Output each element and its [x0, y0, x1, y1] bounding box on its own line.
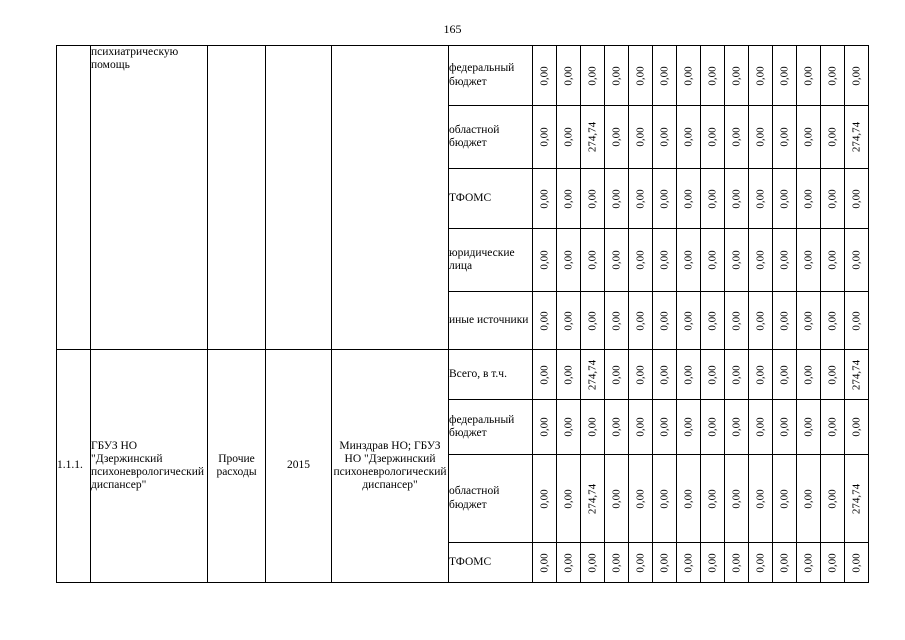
organization-name: психиатрическую помощь	[91, 46, 208, 350]
amount-value: 0,00	[754, 127, 767, 147]
amount-value: 0,00	[610, 310, 623, 331]
amount-value: 0,00	[706, 552, 719, 573]
amount-cell	[581, 400, 605, 455]
amount-value: 0,00	[634, 188, 647, 209]
amount-value: 0,00	[850, 417, 863, 437]
amount-cell	[749, 292, 773, 350]
amount-value: 0,00	[802, 552, 815, 573]
amount-cell	[653, 46, 677, 106]
amount-cell	[581, 229, 605, 292]
amount-value: 0,00	[682, 364, 695, 385]
amount-value: 0,00	[658, 188, 671, 209]
amount-value: 0,00	[586, 188, 599, 209]
amount-value: 0,00	[610, 364, 623, 385]
amount-cell	[749, 543, 773, 583]
amount-value: 0,00	[682, 250, 695, 270]
amount-cell	[725, 169, 749, 229]
executor: Минздрав НО; ГБУЗ НО "Дзержинский психоневрологический диспансер"	[332, 350, 449, 583]
amount-value: 0,00	[586, 250, 599, 270]
amount-cell	[821, 400, 845, 455]
amount-cell	[773, 455, 797, 543]
amount-value: 0,00	[730, 188, 743, 209]
amount-cell	[533, 292, 557, 350]
amount-cell	[533, 46, 557, 106]
amount-cell	[557, 169, 581, 229]
amount-cell	[677, 455, 701, 543]
funding-source-label: ТФОМС	[449, 543, 533, 583]
amount-value: 0,00	[562, 188, 575, 209]
executor	[332, 46, 449, 350]
amount-cell	[821, 292, 845, 350]
amount-cell	[701, 455, 725, 543]
amount-cell	[581, 455, 605, 543]
amount-cell	[701, 106, 725, 169]
amount-cell	[653, 106, 677, 169]
amount-value: 0,00	[538, 552, 551, 573]
amount-cell	[845, 292, 869, 350]
amount-cell	[845, 169, 869, 229]
amount-cell	[725, 46, 749, 106]
amount-cell	[701, 46, 725, 106]
amount-cell	[725, 292, 749, 350]
amount-value: 0,00	[538, 127, 551, 147]
amount-value: 0,00	[658, 417, 671, 437]
amount-cell	[533, 169, 557, 229]
table-row	[57, 350, 869, 400]
amount-cell	[845, 350, 869, 400]
amount-value: 0,00	[826, 552, 839, 573]
amount-value: 0,00	[802, 488, 815, 509]
amount-cell	[725, 106, 749, 169]
amount-value: 0,00	[754, 250, 767, 270]
amount-value: 0,00	[634, 417, 647, 437]
amount-value: 274,74	[586, 121, 599, 153]
amount-cell	[677, 46, 701, 106]
organization-name: ГБУЗ НО "Дзержинский психоневрологический диспансер"	[91, 350, 208, 583]
amount-cell	[701, 292, 725, 350]
amount-cell	[629, 46, 653, 106]
amount-cell	[701, 350, 725, 400]
amount-cell	[557, 543, 581, 583]
amount-value: 0,00	[682, 188, 695, 209]
amount-cell	[677, 292, 701, 350]
amount-value: 274,74	[850, 121, 863, 153]
amount-value: 0,00	[730, 364, 743, 385]
amount-cell	[845, 229, 869, 292]
amount-cell	[653, 543, 677, 583]
amount-cell	[725, 229, 749, 292]
amount-cell	[629, 455, 653, 543]
amount-cell	[605, 543, 629, 583]
amount-cell	[749, 46, 773, 106]
amount-cell	[749, 169, 773, 229]
funding-source-label: иные источники	[449, 292, 533, 350]
amount-cell	[653, 400, 677, 455]
amount-value: 0,00	[754, 417, 767, 437]
amount-value: 0,00	[778, 310, 791, 331]
amount-cell	[821, 350, 845, 400]
amount-cell	[677, 169, 701, 229]
amount-cell	[629, 106, 653, 169]
amount-value: 0,00	[706, 364, 719, 385]
amount-value: 0,00	[538, 364, 551, 385]
item-number: 1.1.1.	[57, 350, 91, 583]
year	[266, 46, 332, 350]
amount-cell	[821, 229, 845, 292]
year: 2015	[266, 350, 332, 583]
amount-value: 0,00	[826, 188, 839, 209]
amount-value: 0,00	[538, 250, 551, 270]
amount-cell	[773, 400, 797, 455]
amount-value: 0,00	[658, 310, 671, 331]
amount-value: 0,00	[802, 127, 815, 147]
amount-value: 0,00	[802, 250, 815, 270]
amount-cell	[533, 106, 557, 169]
amount-value: 0,00	[802, 364, 815, 385]
amount-cell	[677, 400, 701, 455]
amount-value: 0,00	[778, 364, 791, 385]
amount-cell	[845, 543, 869, 583]
amount-cell	[797, 400, 821, 455]
amount-cell	[773, 169, 797, 229]
amount-cell	[797, 229, 821, 292]
amount-value: 0,00	[730, 65, 743, 86]
funding-source-label: федеральный бюджет	[449, 46, 533, 106]
amount-value: 0,00	[706, 188, 719, 209]
amount-value: 0,00	[730, 127, 743, 147]
amount-cell	[629, 229, 653, 292]
amount-value: 274,74	[850, 483, 863, 514]
amount-value: 0,00	[610, 127, 623, 147]
amount-value: 0,00	[562, 127, 575, 147]
page-number: 165	[443, 22, 462, 36]
amount-cell	[605, 229, 629, 292]
amount-value: 0,00	[802, 65, 815, 86]
amount-cell	[821, 543, 845, 583]
amount-value: 0,00	[850, 552, 863, 573]
amount-cell	[653, 455, 677, 543]
funding-source-label: федеральный бюджет	[449, 400, 533, 455]
amount-cell	[701, 543, 725, 583]
amount-value: 0,00	[658, 488, 671, 509]
amount-value: 274,74	[586, 483, 599, 514]
amount-value: 0,00	[850, 65, 863, 86]
amount-cell	[605, 292, 629, 350]
item-number	[57, 46, 91, 350]
amount-value: 0,00	[586, 65, 599, 86]
amount-cell	[701, 229, 725, 292]
amount-cell	[581, 292, 605, 350]
amount-value: 0,00	[562, 417, 575, 437]
amount-cell	[797, 543, 821, 583]
amount-value: 0,00	[538, 188, 551, 209]
amount-value: 0,00	[754, 552, 767, 573]
amount-value: 0,00	[562, 364, 575, 385]
amount-value: 0,00	[634, 65, 647, 86]
amount-cell	[629, 169, 653, 229]
amount-cell	[797, 350, 821, 400]
amount-cell	[773, 543, 797, 583]
amount-value: 0,00	[682, 127, 695, 147]
amount-cell	[629, 543, 653, 583]
amount-value: 0,00	[562, 552, 575, 573]
funding-source-label: Всего, в т.ч.	[449, 350, 533, 400]
amount-value: 0,00	[754, 488, 767, 509]
amount-cell	[725, 350, 749, 400]
amount-cell	[581, 543, 605, 583]
amount-value: 0,00	[826, 488, 839, 509]
amount-value: 0,00	[610, 188, 623, 209]
amount-cell	[677, 106, 701, 169]
amount-cell	[773, 292, 797, 350]
amount-value: 0,00	[826, 127, 839, 147]
amount-cell	[629, 350, 653, 400]
amount-value: 0,00	[562, 488, 575, 509]
amount-value: 0,00	[850, 310, 863, 331]
funding-source-label: областной бюджет	[449, 455, 533, 543]
amount-value: 0,00	[730, 488, 743, 509]
amount-value: 0,00	[658, 364, 671, 385]
amount-value: 0,00	[706, 417, 719, 437]
budget-table	[56, 45, 869, 583]
amount-value: 0,00	[778, 65, 791, 86]
amount-cell	[845, 455, 869, 543]
amount-cell	[821, 106, 845, 169]
amount-cell	[797, 169, 821, 229]
amount-cell	[677, 543, 701, 583]
amount-value: 0,00	[610, 417, 623, 437]
amount-cell	[821, 46, 845, 106]
amount-value: 0,00	[802, 188, 815, 209]
amount-cell	[797, 46, 821, 106]
amount-value: 0,00	[658, 127, 671, 147]
amount-cell	[773, 46, 797, 106]
amount-value: 0,00	[682, 552, 695, 573]
amount-cell	[773, 106, 797, 169]
amount-value: 0,00	[586, 310, 599, 331]
amount-cell	[581, 106, 605, 169]
amount-cell	[605, 106, 629, 169]
amount-cell	[677, 229, 701, 292]
amount-value: 0,00	[730, 417, 743, 437]
amount-value: 0,00	[658, 250, 671, 270]
amount-cell	[773, 229, 797, 292]
amount-cell	[749, 229, 773, 292]
amount-cell	[605, 400, 629, 455]
amount-cell	[749, 350, 773, 400]
amount-cell	[845, 106, 869, 169]
amount-value: 0,00	[538, 310, 551, 331]
amount-cell	[845, 400, 869, 455]
amount-cell	[845, 46, 869, 106]
amount-value: 0,00	[562, 310, 575, 331]
amount-value: 0,00	[682, 310, 695, 331]
amount-cell	[581, 350, 605, 400]
amount-cell	[725, 455, 749, 543]
amount-cell	[557, 46, 581, 106]
funding-source-label: ТФОМС	[449, 169, 533, 229]
amount-value: 0,00	[730, 552, 743, 573]
amount-value: 0,00	[634, 250, 647, 270]
amount-cell	[701, 169, 725, 229]
funding-source-label: юридические лица	[449, 229, 533, 292]
amount-value: 0,00	[778, 488, 791, 509]
amount-value: 0,00	[538, 65, 551, 86]
amount-cell	[797, 292, 821, 350]
amount-value: 0,00	[730, 310, 743, 331]
amount-value: 0,00	[682, 65, 695, 86]
amount-cell	[653, 169, 677, 229]
amount-cell	[557, 455, 581, 543]
amount-value: 0,00	[826, 364, 839, 385]
amount-value: 0,00	[610, 250, 623, 270]
amount-cell	[821, 169, 845, 229]
amount-value: 0,00	[754, 188, 767, 209]
amount-value: 0,00	[850, 250, 863, 270]
amount-value: 0,00	[826, 417, 839, 437]
table-row	[57, 46, 869, 106]
amount-cell	[629, 400, 653, 455]
amount-value: 0,00	[850, 188, 863, 209]
amount-value: 0,00	[706, 488, 719, 509]
amount-cell	[725, 400, 749, 455]
amount-value: 0,00	[634, 127, 647, 147]
amount-cell	[557, 350, 581, 400]
amount-cell	[629, 292, 653, 350]
amount-value: 0,00	[826, 250, 839, 270]
amount-value: 0,00	[634, 364, 647, 385]
amount-value: 0,00	[778, 552, 791, 573]
amount-value: 0,00	[778, 127, 791, 147]
amount-cell	[581, 46, 605, 106]
funding-source-label: областной бюджет	[449, 106, 533, 169]
amount-value: 0,00	[634, 552, 647, 573]
amount-cell	[797, 106, 821, 169]
amount-value: 0,00	[802, 417, 815, 437]
amount-cell	[653, 229, 677, 292]
amount-cell	[533, 455, 557, 543]
amount-value: 0,00	[682, 488, 695, 509]
amount-cell	[677, 350, 701, 400]
amount-cell	[557, 229, 581, 292]
amount-value: 0,00	[658, 65, 671, 86]
amount-cell	[557, 106, 581, 169]
amount-value: 0,00	[658, 552, 671, 573]
amount-value: 0,00	[802, 310, 815, 331]
expense-type	[208, 46, 266, 350]
amount-cell	[533, 400, 557, 455]
amount-value: 0,00	[754, 364, 767, 385]
amount-value: 0,00	[562, 65, 575, 86]
amount-value: 0,00	[682, 417, 695, 437]
amount-value: 0,00	[730, 250, 743, 270]
amount-cell	[653, 350, 677, 400]
amount-value: 0,00	[634, 488, 647, 509]
amount-value: 0,00	[826, 65, 839, 86]
amount-cell	[533, 229, 557, 292]
amount-value: 0,00	[778, 250, 791, 270]
amount-cell	[605, 169, 629, 229]
amount-value: 0,00	[826, 310, 839, 331]
amount-value: 0,00	[610, 488, 623, 509]
amount-value: 0,00	[754, 65, 767, 86]
amount-cell	[653, 292, 677, 350]
amount-value: 0,00	[706, 250, 719, 270]
amount-value: 274,74	[850, 359, 863, 390]
amount-value: 0,00	[610, 552, 623, 573]
amount-cell	[773, 350, 797, 400]
amount-value: 0,00	[778, 188, 791, 209]
amount-cell	[557, 292, 581, 350]
amount-cell	[821, 455, 845, 543]
amount-value: 0,00	[610, 65, 623, 86]
amount-value: 0,00	[634, 310, 647, 331]
amount-value: 0,00	[778, 417, 791, 437]
amount-cell	[557, 400, 581, 455]
amount-cell	[605, 46, 629, 106]
amount-value: 0,00	[706, 127, 719, 147]
amount-value: 0,00	[562, 250, 575, 270]
amount-cell	[533, 543, 557, 583]
amount-value: 0,00	[538, 488, 551, 509]
amount-cell	[749, 400, 773, 455]
amount-value: 0,00	[586, 552, 599, 573]
amount-cell	[725, 543, 749, 583]
amount-cell	[749, 106, 773, 169]
amount-cell	[749, 455, 773, 543]
amount-cell	[605, 455, 629, 543]
amount-value: 0,00	[706, 310, 719, 331]
amount-cell	[605, 350, 629, 400]
expense-type: Прочие расходы	[208, 350, 266, 583]
amount-cell	[581, 169, 605, 229]
amount-value: 0,00	[754, 310, 767, 331]
amount-value: 0,00	[586, 417, 599, 437]
amount-cell	[533, 350, 557, 400]
amount-cell	[797, 455, 821, 543]
amount-value: 0,00	[538, 417, 551, 437]
amount-value: 274,74	[586, 359, 599, 390]
amount-cell	[701, 400, 725, 455]
amount-value: 0,00	[706, 65, 719, 86]
